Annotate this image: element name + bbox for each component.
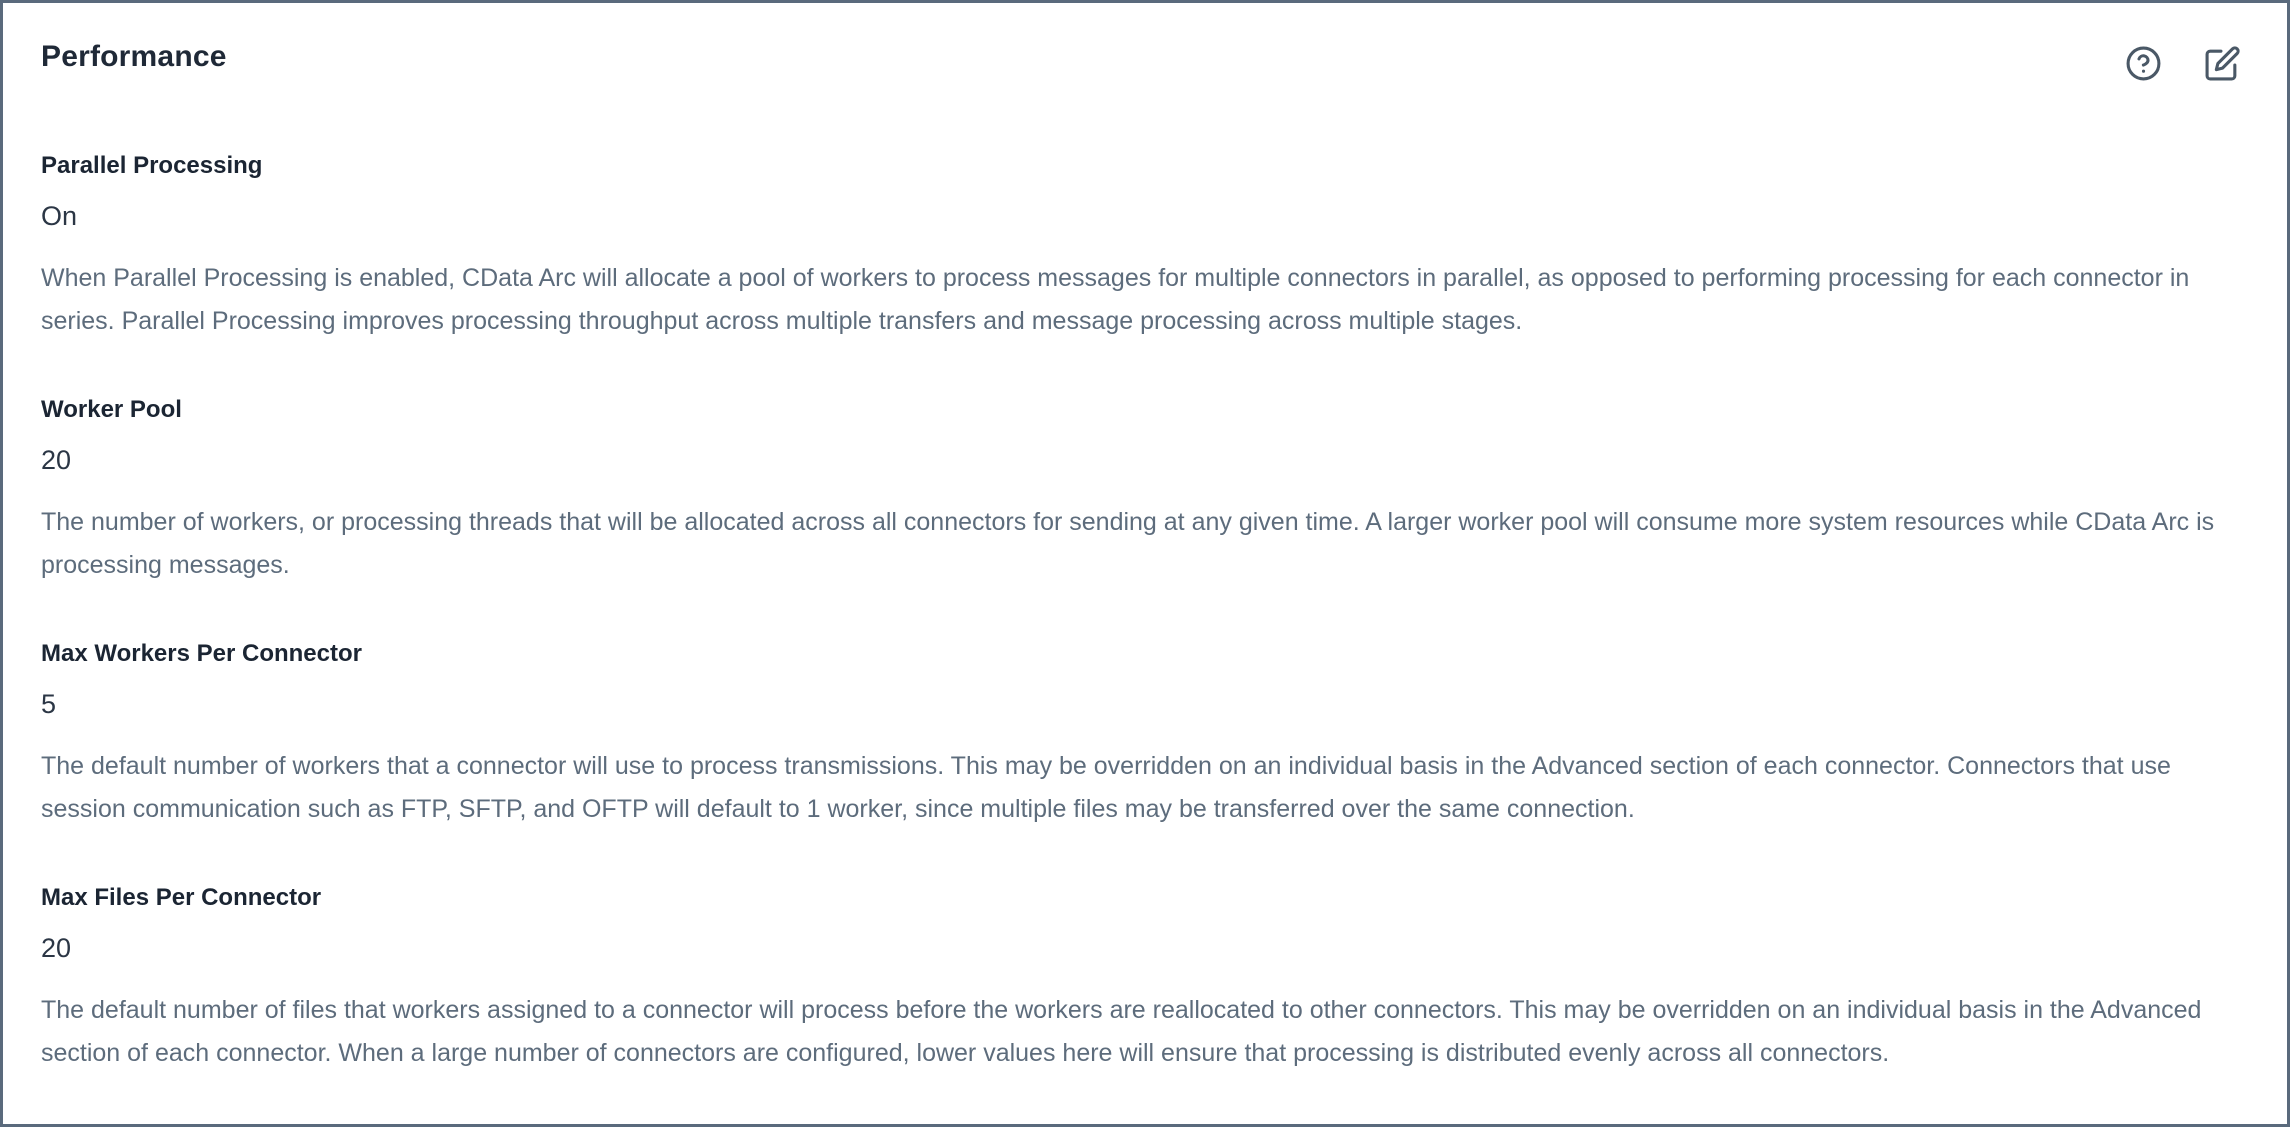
help-icon [2125,45,2162,82]
setting-description: The number of workers, or processing threads that will be allocated across all connectors for sending at any given time. A larger worker pool will consume more system resources while CData Arc is processing messages. [41,508,2215,579]
setting-description: The default number of files that workers assigned to a connector will process before the workers are reallocated to other connectors. This may be overridden on an individual basis in the Advanced section of each connector. When a large number of connectors are configured, lower values here will ensure that processing is distributed evenly across all connectors. [41,996,2202,1067]
setting-worker-pool [41,396,2249,587]
setting-parallel-processing [41,152,2249,343]
setting-label: Worker Pool [41,396,182,423]
setting-description: The default number of workers that a connector will use to process transmissions. This may be overridden on an individual basis in the Advanced section of each connector. Connectors that use session communication such as FTP, SFTP, and OFTP will default to 1 worker, since multiple files may be transferred over the same connection. [41,752,2171,823]
setting-value: 20 [41,445,72,475]
help-button[interactable] [2125,45,2162,82]
setting-label: Parallel Processing [41,152,263,179]
panel-header [41,39,2249,82]
setting-label: Max Workers Per Connector [41,640,362,667]
setting-value: 20 [41,933,72,963]
header-actions [2125,45,2241,82]
setting-description: When Parallel Processing is enabled, CData Arc will allocate a pool of workers to process messages for multiple connectors in parallel, as opposed to performing processing for each connector in series. Parallel Processing improves processing throughput across multiple transfers and message processing across multiple stages. [41,264,2190,335]
setting-max-files-per-connector [41,884,2249,1075]
edit-button[interactable] [2204,45,2241,82]
setting-label: Max Files Per Connector [41,884,322,911]
setting-max-workers-per-connector [41,640,2249,831]
setting-value: 5 [41,689,57,719]
edit-icon [2204,45,2241,82]
page-title: Performance [41,40,227,73]
setting-value: On [41,201,78,231]
